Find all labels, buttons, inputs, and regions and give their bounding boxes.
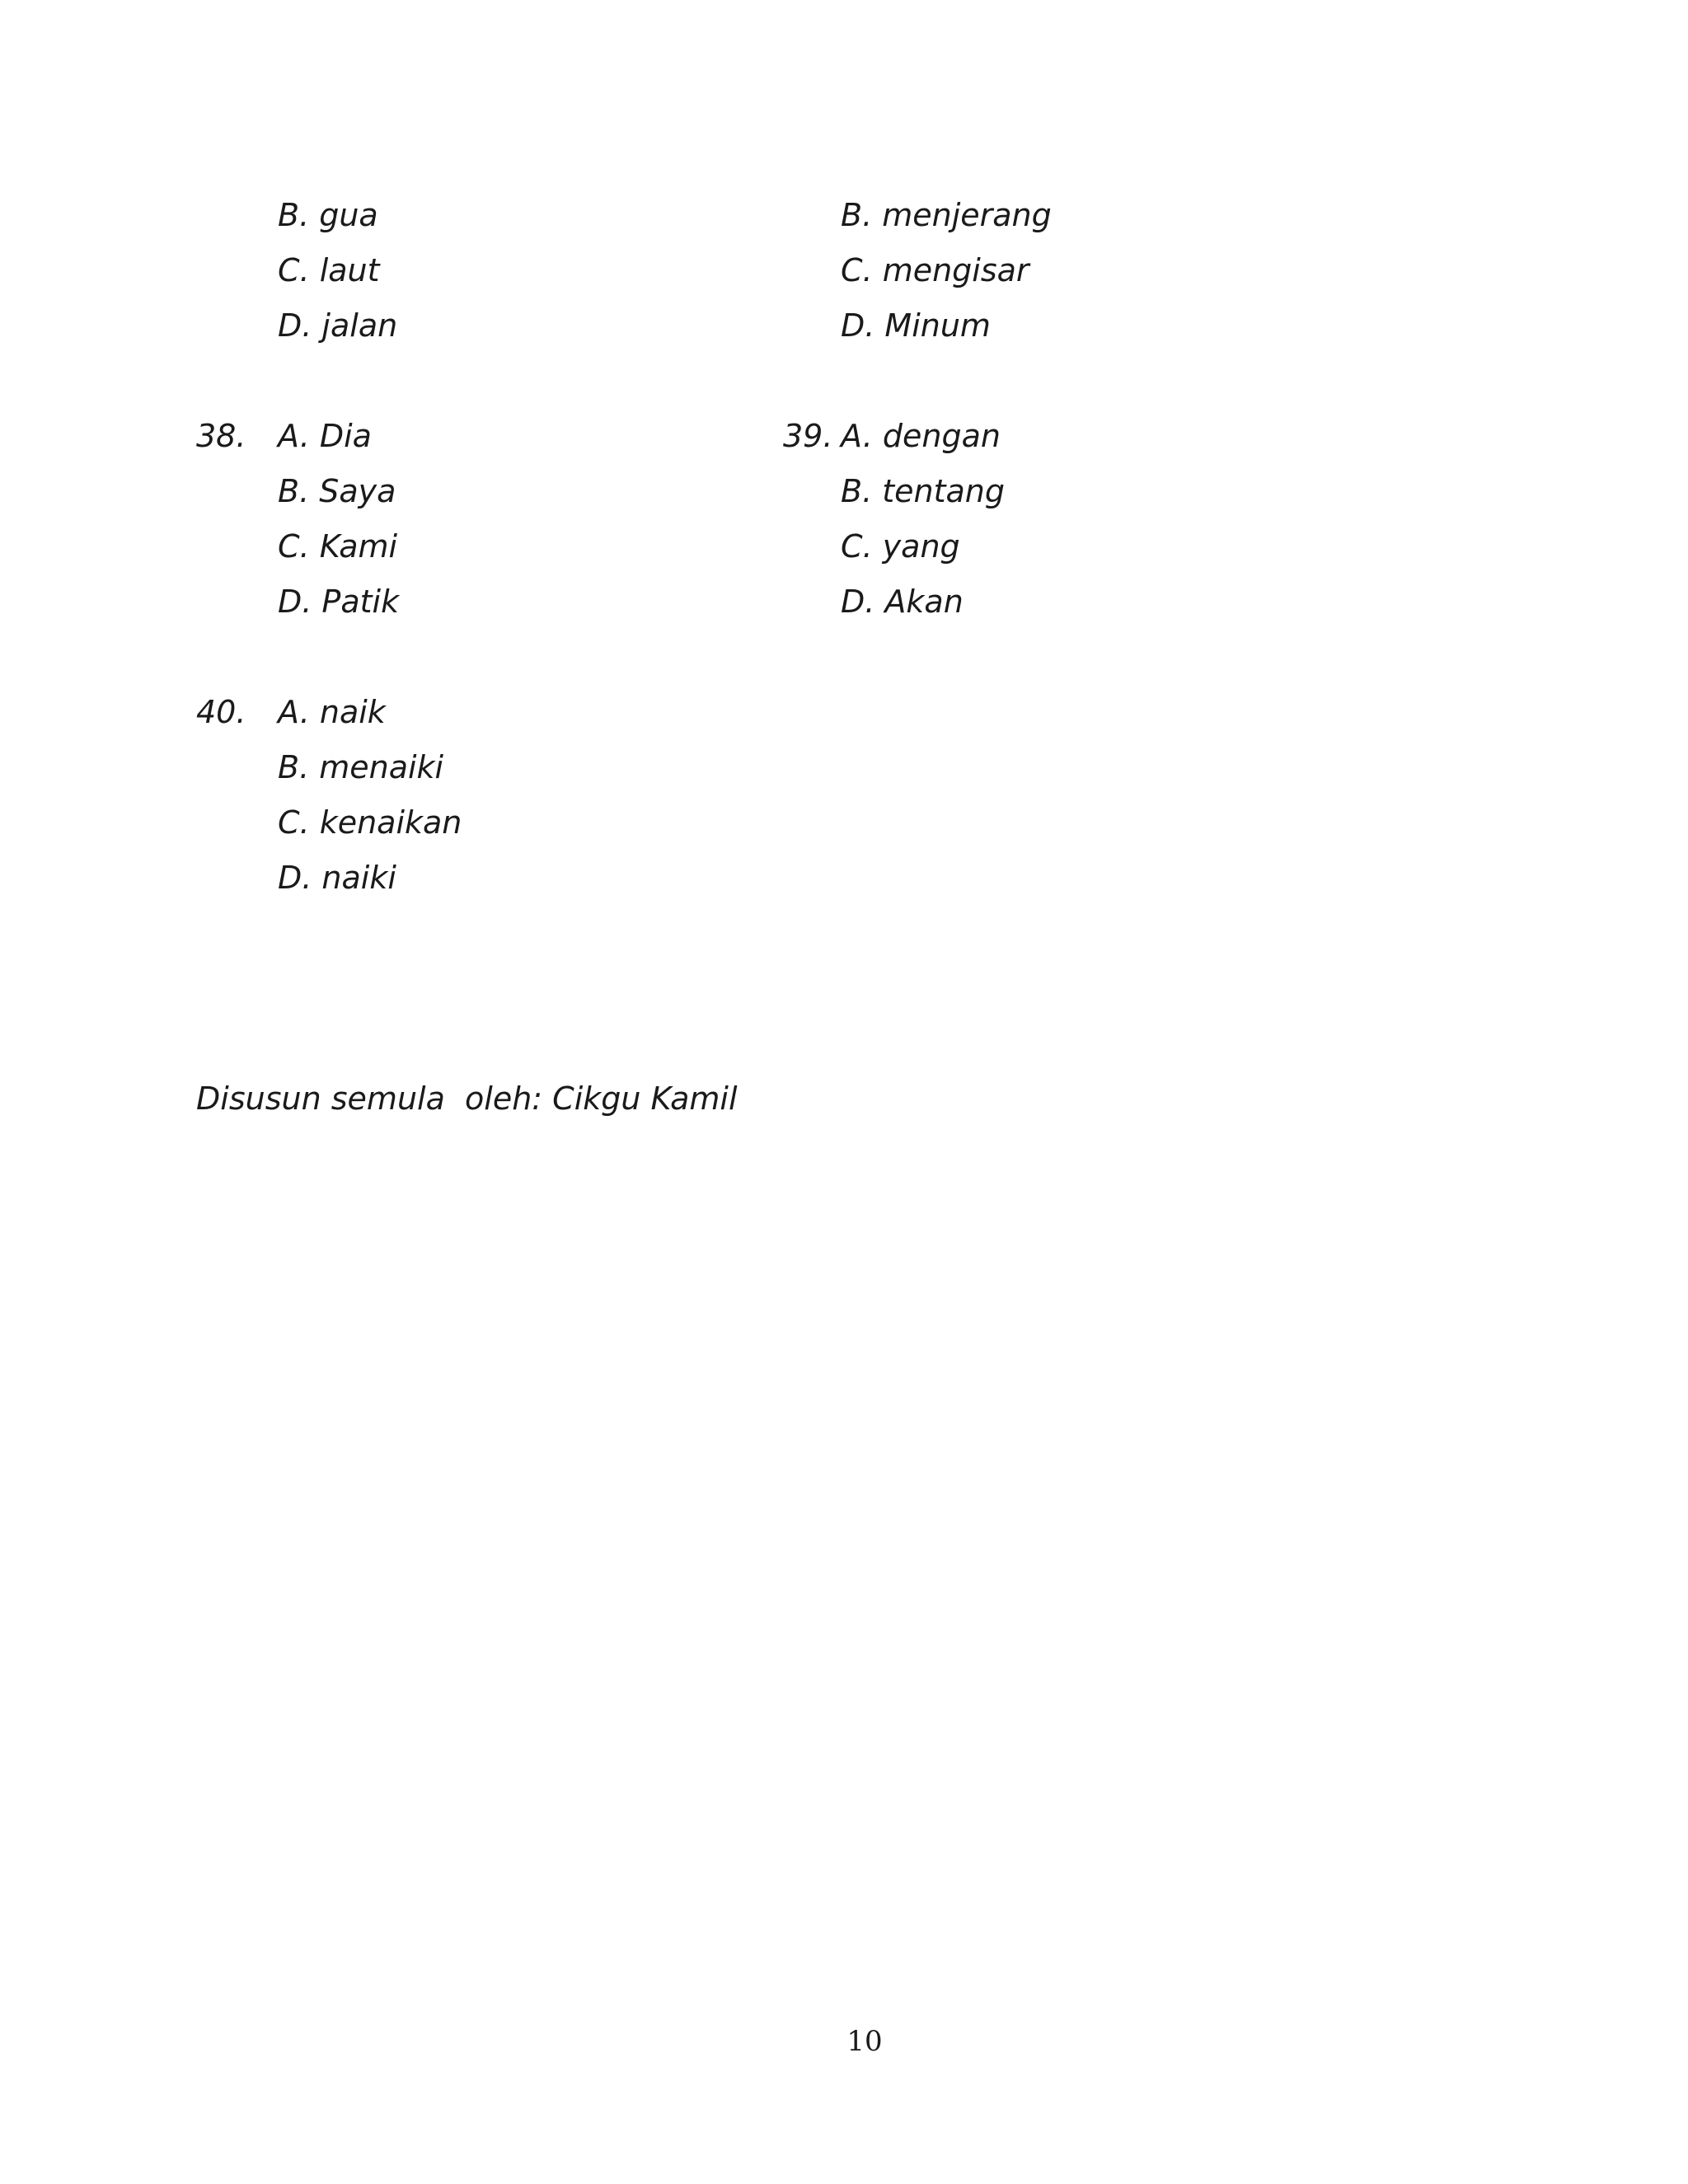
- option-item: D. Minum: [841, 307, 991, 344]
- question-number: 39.: [783, 418, 833, 454]
- option-item: D. Akan: [841, 583, 964, 620]
- option-item: B. menaiki: [278, 749, 444, 785]
- option-item: D. naiki: [278, 860, 396, 896]
- option-item: B. tentang: [841, 473, 1005, 509]
- question-number: 38.: [196, 418, 246, 454]
- option-item: A. Dia: [278, 418, 372, 454]
- credit-line: Disusun semula oleh: Cikgu Kamil: [196, 1080, 738, 1117]
- option-item: C. kenaikan: [278, 804, 462, 841]
- option-item: C. mengisar: [841, 252, 1029, 288]
- page-number: 10: [846, 2025, 883, 2058]
- option-item: D. jalan: [278, 307, 398, 344]
- option-item: C. laut: [278, 252, 380, 288]
- option-item: A. dengan: [841, 418, 1001, 454]
- option-item: C. yang: [841, 528, 960, 565]
- question-number: 40.: [196, 694, 246, 730]
- option-item: B. gua: [278, 197, 378, 233]
- option-item: B. Saya: [278, 473, 396, 509]
- option-item: D. Patik: [278, 583, 400, 620]
- option-item: C. Kami: [278, 528, 398, 565]
- option-item: A. naik: [278, 694, 386, 730]
- option-item: B. menjerang: [841, 197, 1052, 233]
